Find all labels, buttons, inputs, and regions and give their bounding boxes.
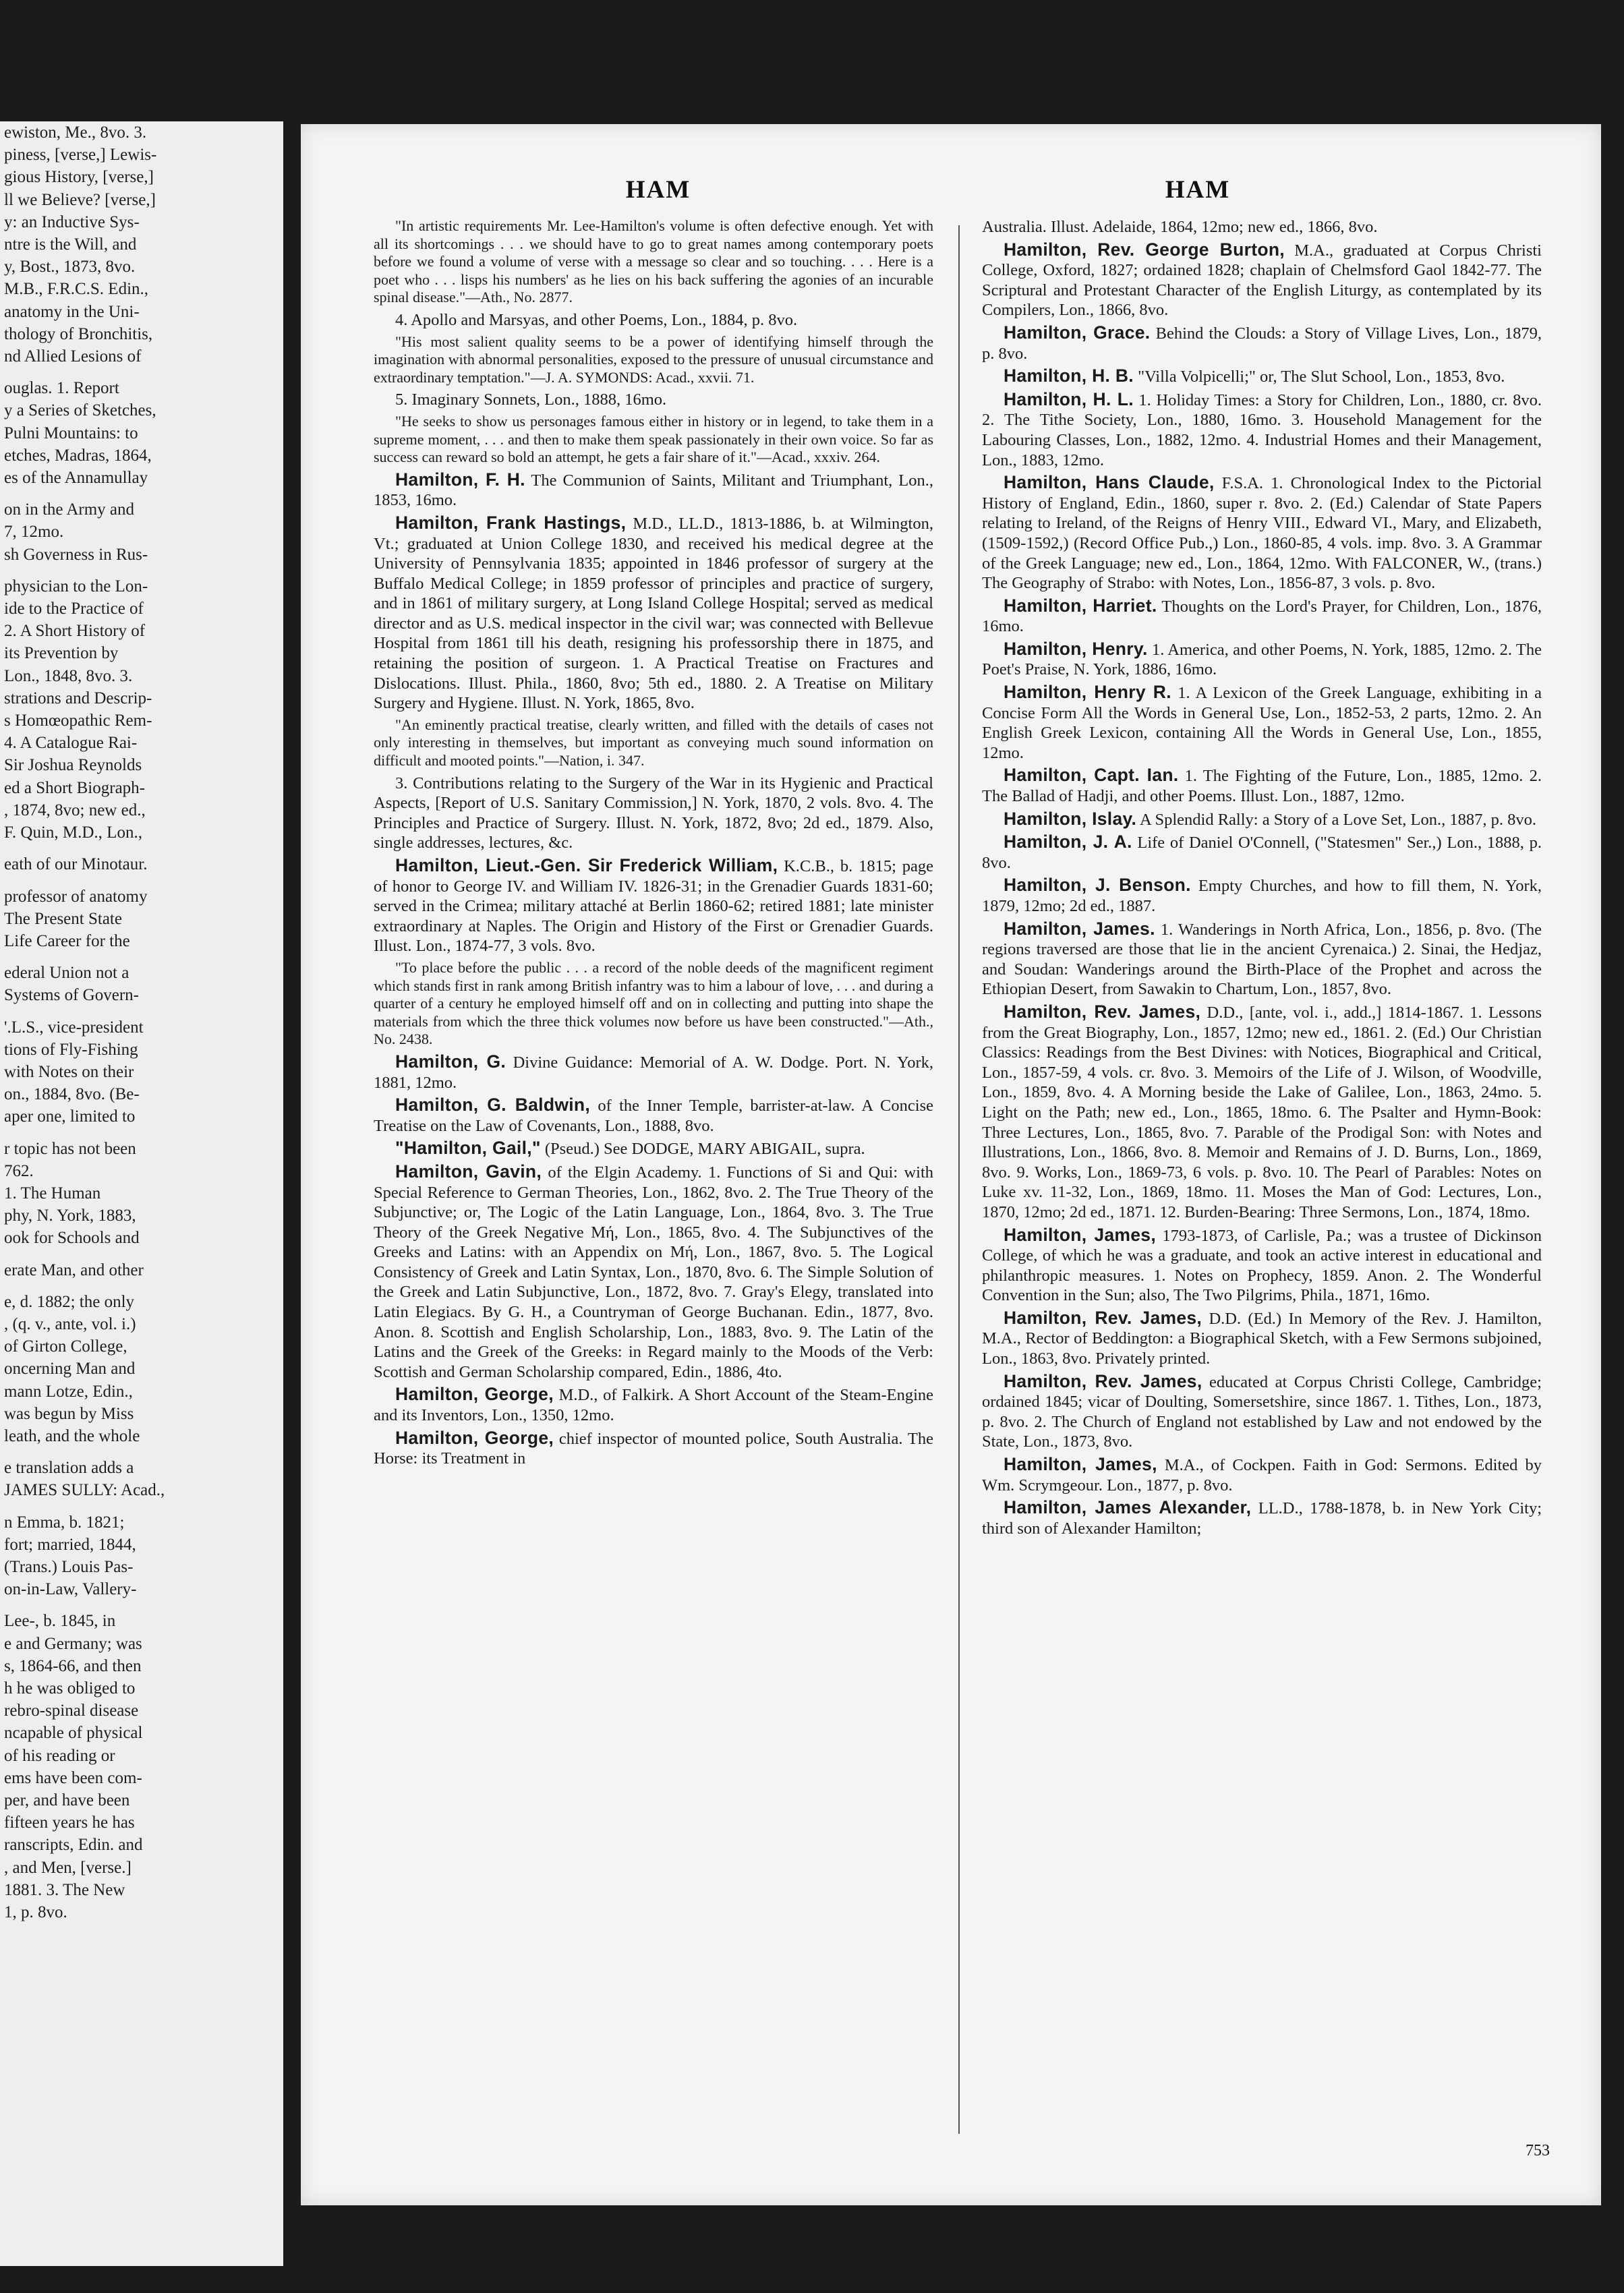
left-page-line: 1. The Human: [4, 1184, 101, 1202]
entry-text: educated at Corpus Christi College, Cambridge; ordained 1845; vicar of Doulting, Somersetshire, since 1867. 1. Tithes, Lon., 1873, p. 8vo. 2. The Church of England not established by Law and not endowed by the State, Lon., 1873, 8vo.: [982, 1372, 1542, 1451]
left-page-line: sh Governess in Rus-: [4, 545, 148, 564]
left-page-line: Lee-, b. 1845, in: [4, 1612, 116, 1631]
entry-author-name: Hamilton, Rev. James,: [1004, 1370, 1202, 1391]
entry-text: M.A., graduated at Corpus Christi College, Oxford, 1827; ordained 1828; chaplain of Chelmsford Gaol 1842-77. The Scriptural and Protestant Character of the English Liturgy, as contemplated by its Compilers, Lon., 1866, 8vo.: [982, 241, 1542, 320]
left-page-line: tions of Fly-Fishing: [4, 1040, 138, 1059]
bibliography-entry: [982, 1002, 1542, 1223]
bibliography-entry: [982, 809, 1542, 830]
left-page-line: 7, 12mo.: [4, 523, 64, 542]
bibliography-entry: [982, 683, 1542, 763]
left-page-line: phy, N. York, 1883,: [4, 1207, 136, 1225]
bibliography-entry: [982, 390, 1542, 470]
left-page-line: , (q. v., ante, vol. i.): [4, 1314, 136, 1333]
left-page-line: strations and Descrip-: [4, 689, 152, 707]
entry-author-name: Hamilton, Grace.: [1004, 322, 1151, 343]
left-page-line: physician to the Lon-: [4, 577, 148, 596]
left-page-gap: [0, 1600, 283, 1610]
left-page-line: h he was obliged to: [4, 1679, 136, 1697]
entry-author-name: Hamilton, Islay.: [1004, 808, 1137, 829]
left-page-gap: [0, 844, 283, 853]
entry-text: 1793-1873, of Carlisle, Pa.; was a trustee of Dickinson College, of which he was a graduate, and took an active interest in educational and philanthropic measures. 1. Notes on Prophecy, 1859. Anon. 2. The Wonderful Convention in the Sun; also, The Two Pilgrims, Phila., 1871, 16mo.: [982, 1226, 1542, 1305]
entry-text: "Villa Volpicelli;" or, The Slut School, Lon., 1853, 8vo.: [1133, 368, 1505, 386]
left-page-line: Life Career for the: [4, 931, 130, 950]
left-page-line: ed a Short Biograph-: [4, 778, 145, 797]
left-page-line: fort; married, 1844,: [4, 1535, 136, 1554]
bibliography-entry: [374, 1428, 933, 1469]
left-page-fragment: [0, 121, 283, 2266]
entry-author-name: Hamilton, George,: [395, 1427, 554, 1448]
entry-author-name: Hamilton, Henry R.: [1004, 682, 1171, 703]
entry-author-name: Hamilton, George,: [395, 1384, 554, 1405]
left-page-line: y: an Inductive Sys-: [4, 212, 140, 231]
entry-author-name: Hamilton, G.: [395, 1051, 506, 1072]
entry-author-name: Hamilton, James,: [1004, 1454, 1157, 1475]
entry-text: K.C.B., b. 1815; page of honor to George IV. and William IV. 1826-31; in the Grenadier Guards 1831-60; served in the Crimea; military attaché at Berlin 1860-62; retired 1881; late minister extraordinary at Naples. The Origin and History of the First or Grenadier Guards. Illust. Lon., 1874-77, 3 vols. 8vo.: [374, 857, 933, 956]
left-page-line: leath, and the whole: [4, 1426, 140, 1445]
left-page-line: , 1874, 8vo; new ed.,: [4, 801, 146, 819]
entry-text: The Communion of Saints, Militant and Triumphant, Lon., 1853, 16mo.: [374, 471, 933, 510]
entry-author-name: Hamilton, Gavin,: [395, 1161, 542, 1182]
entry-text: "In artistic requirements Mr. Lee-Hamilton's volume is often defective enough. Yet with all its shortcomings . . . we should have to go to great names among contemporary poets before we found a volume of verse with a message so clear and so touching. . . . Here is a poet who . . . lisps his numbers' as he lies on his back suffering the agonies of an incurable spinal disease."—Ath., No. 2877.: [374, 217, 933, 306]
left-page-line: ncapable of physical: [4, 1724, 143, 1743]
left-page-gap: [0, 368, 283, 377]
entry-text: (Pseud.) See DODGE, MARY ABIGAIL, supra.: [540, 1140, 865, 1159]
review-quote: [374, 959, 933, 1049]
bibliography-entry: [374, 856, 933, 956]
left-page-line: nd Allied Lesions of: [4, 347, 142, 366]
left-page-line: gious History, [verse,]: [4, 168, 154, 187]
bibliography-entry: [982, 240, 1542, 320]
left-page-line: y a Series of Sketches,: [4, 401, 156, 420]
running-header-left: HAM: [625, 176, 691, 204]
left-page-line: ems have been com-: [4, 1768, 142, 1787]
bibliography-entry: [374, 1385, 933, 1425]
left-page-line: etches, Madras, 1864,: [4, 446, 152, 465]
left-page-gap: [0, 1281, 283, 1291]
entry-text: Behind the Clouds: a Story of Village Lives, Lon., 1879, p. 8vo.: [982, 324, 1542, 363]
bibliography-entry: [982, 473, 1542, 593]
left-page-line: F. Quin, M.D., Lon.,: [4, 823, 142, 842]
left-page-line: 1881. 3. The New: [4, 1880, 125, 1899]
bibliography-entry: [982, 875, 1542, 916]
left-page-line: professor of anatomy: [4, 887, 148, 906]
review-quote: [374, 217, 933, 307]
entry-text: M.D., of Falkirk. A Short Account of the Steam-Engine and its Inventors, Lon., 1350, 12mo.: [374, 1386, 933, 1425]
left-page-line: of his reading or: [4, 1746, 115, 1765]
left-page-line: ide to the Practice of: [4, 600, 144, 618]
left-page-line: 762.: [4, 1161, 34, 1180]
left-page-gap: [0, 952, 283, 962]
entry-text: Australia. Illust. Adelaide, 1864, 12mo; new ed., 1866, 8vo.: [982, 218, 1378, 236]
left-page-line: on., 1884, 8vo. (Be-: [4, 1085, 140, 1104]
left-page-line: rebro-spinal disease: [4, 1702, 139, 1720]
bibliography-entry: [374, 1162, 933, 1383]
entry-text: Empty Churches, and how to fill them, N. York, 1879, 12mo; 2d ed., 1887.: [982, 877, 1542, 915]
left-page-line: fifteen years he has: [4, 1813, 135, 1832]
entry-author-name: Hamilton, Rev. James,: [1004, 1307, 1202, 1328]
left-page-line: Lon., 1848, 8vo. 3.: [4, 666, 133, 685]
entry-text: Divine Guidance: Memorial of A. W. Dodge. Port. N. York, 1881, 12mo.: [374, 1053, 933, 1092]
entry-text: "An eminently practical treatise, clearly written, and filled with the details of cases not only interesting in themselves, but important as conveying much sound information on difficult and mooted points."—Nation, i. 347.: [374, 716, 933, 770]
left-page-line: s Homœopathic Rem-: [4, 712, 152, 730]
bibliography-entry: [374, 310, 933, 330]
left-page-line: on in the Army and: [4, 500, 135, 519]
entry-text: A Splendid Rally: a Story of a Love Set, Lon., 1887, p. 8vo.: [1136, 810, 1536, 829]
right-page: [301, 124, 1601, 2205]
bibliography-entry: [374, 1052, 933, 1093]
entry-text: F.S.A. 1. Chronological Index to the Pictorial History of England, Edin., 1860, super r. 8vo. 2. (Ed.) Calendar of State Papers relating to Ireland, of the Reigns of Henry VIII., Edward VI., Mary, and Elizabeth, (1509-1592,) (Record Office Pub.,) Lon., 1860-85, 4 vols. imp. 8vo. 3. A Grammar of the Greek Language; new ed., Lon., 1864, 12mo. With FALCONER, W., (trans.) The Geography of Strabo: with Notes, Lon., 1856-87, 3 vols. p. 8vo.: [982, 474, 1542, 593]
entry-text: of the Inner Temple, barrister-at-law. A Concise Treatise on the Law of Covenants, Lon., 1888, 8vo.: [374, 1097, 933, 1135]
left-page-line: y, Bost., 1873, 8vo.: [4, 258, 136, 277]
left-page-line: on-in-Law, Vallery-: [4, 1580, 137, 1599]
left-page-line: The Present State: [4, 909, 122, 928]
left-page-gap: [0, 876, 283, 886]
left-page-line: ll we Believe? [verse,]: [4, 190, 156, 209]
left-page-line: Sir Joshua Reynolds: [4, 756, 142, 775]
entry-author-name: Hamilton, Frank Hastings,: [395, 512, 627, 533]
entry-author-name: Hamilton, James,: [1004, 1224, 1156, 1245]
left-page-line: anatomy in the Uni-: [4, 302, 140, 321]
left-page-gap: [0, 489, 283, 498]
left-page-line: piness, [verse,] Lewis-: [4, 146, 157, 165]
review-quote: [374, 333, 933, 387]
left-page-line: its Prevention by: [4, 644, 119, 663]
left-page-line: ewiston, Me., 8vo. 3.: [4, 123, 147, 142]
left-page-line: r topic has not been: [4, 1139, 136, 1158]
entry-author-name: Hamilton, Rev. George Burton,: [1004, 239, 1285, 260]
entry-author-name: Hamilton, H. L.: [1004, 388, 1134, 409]
left-page-line: es of the Annamullay: [4, 469, 148, 488]
bibliography-entry: [982, 832, 1542, 873]
left-page-line: ntre is the Will, and: [4, 235, 137, 254]
entry-text: chief inspector of mounted police, South Australia. The Horse: its Treatment in: [374, 1429, 934, 1468]
left-page-line: e translation adds a: [4, 1459, 134, 1478]
left-page-line: oncerning Man and: [4, 1360, 136, 1378]
left-page-line: was begun by Miss: [4, 1404, 134, 1423]
bibliography-entry: [374, 1095, 933, 1136]
left-page-line: Systems of Govern-: [4, 986, 139, 1005]
left-page-line: 4. A Catalogue Rai-: [4, 734, 138, 753]
left-page-line: n Emma, b. 1821;: [4, 1513, 125, 1532]
entry-text: 1. A Lexicon of the Greek Language, exhibiting in a Concise Form All the Words in General Use, Lon., 1852-53, 2 parts, 12mo. 2. An English Greek Lexicon, containing All the Words in General Use, Lon., 1855, 12mo.: [982, 684, 1542, 762]
entry-author-name: Hamilton, Henry.: [1004, 638, 1148, 659]
left-page-line: e, d. 1882; the only: [4, 1292, 135, 1311]
entry-text: of the Elgin Academy. 1. Functions of Si and Qui: with Special Reference to German Theories, Lon., 1862, 8vo. 2. The True Theory of the Subjunctive; or, The Logic of the Latin Language, Lon., 1864, 8vo. 3. The True Theory of the Greek Negative Mή, Lon., 1865, 8vo. 4. The Subjunctives of the Greeks and Latins: with an Appendix on Mή, Lon., 1867, 8vo. 5. The Logical Consistency of Greek and Latin Syntax, Lon., 1870, 8vo. 6. The Simple Solution of the Greek and Latin Subjunctive, Lon., 1872, 8vo. 7. Gray's Elegy, translated into Latin Elegiacs. By G. H., a Countryman of George Buchanan. Edin., 1877, 8vo. Anon. 8. Scottish and English Scholarship, Lon., 1883, 8vo. 9. The Latin of the Latins and the Greek of the Greeks: in Regard mainly to the Moods of the Verb: Scottish and German Scholarship compared, Edin., 1886, 4to.: [374, 1163, 934, 1381]
left-page-line: , and Men, [verse.]: [4, 1858, 132, 1877]
bibliography-entry: [982, 1225, 1542, 1306]
bibliography-entry: [374, 774, 933, 853]
left-page-line: s, 1864-66, and then: [4, 1656, 142, 1675]
left-page-line: Pulni Mountains: to: [4, 424, 138, 442]
right-column: [982, 217, 1542, 1541]
left-page-line: 1, p. 8vo.: [4, 1903, 67, 1922]
left-page-line: ranscripts, Edin. and: [4, 1836, 143, 1855]
entry-text: Life of Daniel O'Connell, ("Statesmen" Ser.,) Lon., 1888, p. 8vo.: [982, 834, 1542, 872]
bibliography-entry: [374, 513, 933, 714]
bibliography-entry: [374, 390, 933, 410]
left-page-line: JAMES SULLY: Acad.,: [4, 1481, 165, 1500]
left-page-gap: [0, 566, 283, 575]
left-page-line: ouglas. 1. Report: [4, 379, 119, 398]
entry-author-name: Hamilton, Harriet.: [1004, 595, 1157, 616]
entry-text: 1. America, and other Poems, N. York, 1885, 12mo. 2. The Poet's Praise, N. York, 1886, 16mo.: [982, 640, 1542, 679]
left-page-line: with Notes on their: [4, 1062, 134, 1081]
entry-text: 5. Imaginary Sonnets, Lon., 1888, 16mo.: [395, 390, 667, 409]
entry-text: D.D. (Ed.) In Memory of the Rev. J. Hamilton, M.A., Rector of Beddington: a Biographical Sketch, with a Few Sermons subjoined, Lon., 1863, 8vo. Privately printed.: [982, 1309, 1542, 1368]
entry-author-name: Hamilton, H. B.: [1004, 366, 1134, 386]
bibliography-entry: [982, 217, 1542, 237]
page-number: 753: [1526, 2142, 1550, 2159]
entry-author-name: "Hamilton, Gail,": [395, 1138, 541, 1159]
review-quote: [374, 413, 933, 467]
left-page-gap: [0, 1250, 283, 1259]
entry-author-name: Hamilton, J. Benson.: [1004, 875, 1191, 896]
entry-author-name: Hamilton, F. H.: [395, 469, 525, 490]
left-page-line: (Trans.) Louis Pas-: [4, 1557, 134, 1576]
entry-text: 4. Apollo and Marsyas, and other Poems, Lon., 1884, p. 8vo.: [395, 310, 798, 329]
left-page-line: ook for Schools and: [4, 1229, 140, 1248]
entry-author-name: Hamilton, Lieut.-Gen. Sir Frederick William,: [395, 855, 778, 875]
bibliography-entry: [982, 1455, 1542, 1495]
left-column: [374, 217, 933, 1472]
left-page-gap: [0, 1128, 283, 1138]
left-page-line: M.B., F.R.C.S. Edin.,: [4, 280, 149, 299]
entry-author-name: Hamilton, Rev. James,: [1004, 1001, 1201, 1022]
bibliography-entry: [982, 596, 1542, 637]
bibliography-entry: [982, 1308, 1542, 1369]
entry-text: 3. Contributions relating to the Surgery of the War in its Hygienic and Practical Aspects, [Report of U.S. Sanitary Commission,] N. York, 1870, 2 vols. 8vo. 4. The Principles and Practice of Surgery. Illust. N. York, 1872, 8vo; 2d ed., 1879. Also, single addresses, lectures, &c.: [374, 774, 933, 852]
bibliography-entry: [374, 1138, 933, 1159]
column-divider: [958, 225, 960, 2134]
review-quote: [374, 716, 933, 770]
entry-author-name: Hamilton, Capt. Ian.: [1004, 765, 1179, 786]
entry-text: M.A., of Cockpen. Faith in God: Sermons. Edited by Wm. Scrymgeour. Lon., 1877, p. 8vo.: [982, 1456, 1542, 1494]
bibliography-entry: [982, 919, 1542, 999]
entry-text: "To place before the public . . . a record of the noble deeds of the magnificent regiment which stands first in rank among British infantry was to him a labour of love, . . . and during a quarter of a century he employed himself off and on in collecting and putting into shape the materials from which the three thick volumes now before us have been constructed."—Ath., No. 2438.: [374, 958, 933, 1048]
left-page-line: eath of our Minotaur.: [4, 855, 148, 874]
left-page-gap: [0, 1447, 283, 1457]
left-page-line: erate Man, and other: [4, 1260, 144, 1279]
left-page-line: mann Lotze, Edin.,: [4, 1382, 133, 1401]
bibliography-entry: [982, 1498, 1542, 1538]
entry-text: Thoughts on the Lord's Prayer, for Children, Lon., 1876, 16mo.: [982, 597, 1542, 636]
entry-author-name: Hamilton, James Alexander,: [1004, 1497, 1252, 1518]
entry-text: "His most salient quality seems to be a power of identifying himself through the imagination with abnormal personalities, exposed to the pressure of unusual circumstance and extraordinary temptation."—J. A. SYMONDS: Acad., xxvii. 71.: [374, 332, 933, 386]
entry-author-name: Hamilton, James.: [1004, 918, 1155, 939]
left-page-gap: [0, 1007, 283, 1016]
entry-author-name: Hamilton, Hans Claude,: [1004, 472, 1215, 493]
entry-author-name: Hamilton, G. Baldwin,: [395, 1095, 591, 1115]
left-page-line: of Girton College,: [4, 1337, 127, 1356]
bibliography-entry: [982, 323, 1542, 364]
bibliography-entry: [982, 366, 1542, 387]
entry-text: "He seeks to show us personages famous either in history or in legend, to take them in a supreme moment, . . . and then to make them speak passionately in their own voice. So far as success can reward so bold an attempt, he gets a fair share of it."—Acad., xxxiv. 264.: [374, 412, 933, 466]
left-page-line: 2. A Short History of: [4, 622, 146, 641]
left-page-line: per, and have been: [4, 1791, 130, 1810]
left-page-line: '.L.S., vice-president: [4, 1018, 144, 1037]
entry-text: LL.D., 1788-1878, b. in New York City; third son of Alexander Hamilton;: [982, 1499, 1542, 1538]
left-page-gap: [0, 1502, 283, 1511]
entry-author-name: Hamilton, J. A.: [1004, 832, 1132, 852]
entry-text: 1. The Fighting of the Future, Lon., 1885, 12mo. 2. The Ballad of Hadji, and other Poems. Illust. Lon., 1887, 12mo.: [982, 767, 1542, 806]
left-page-line: thology of Bronchitis,: [4, 324, 153, 343]
running-header-right: HAM: [1165, 176, 1231, 204]
left-page-line: aper one, limited to: [4, 1107, 136, 1126]
entry-text: 1. Holiday Times: a Story for Children, Lon., 1880, cr. 8vo. 2. The Tithe Society, Lon., 1880, 16mo. 3. Household Management for the Labouring Classes, Lon., 1882, 12mo. 4. Industrial Homes and their Management, Lon., 1883, 12mo.: [982, 390, 1542, 469]
entry-text: D.D., [ante, vol. i., add.,] 1814-1867. 1. Lessons from the Great Biography, Lon., 1857, 12mo; new ed., 1861. 2. (Ed.) Our Christian Classics: Readings from the Best Divines: with Notices, Biographical and Critical, Lon., 1857-59, 4 vols. cr. 8vo. 3. Memoirs of the Life of J. Wilson, of Woodville, Lon., 1859, 8vo. 4. A Morning beside the Lake of Galilee, Lon., 1863, 24mo. 5. Light on the Path; new ed., Lon., 1865, 18mo. 6. The Psalter and Hymn-Book: Three Lectures, Lon., 1865, 8vo. 7. Parable of the Prodigal Son: with Notes and Illustrations, Lon., 1866, 8vo. 8. Memoir and Remains of J. D. Burns, Lon., 1869, 8vo. 9. Works, Lon., 1869-73, 6 vols. p. 8vo. 10. The Pearl of Parables: Notes on Luke xv. 11-32, Lon., 1869, 18mo. 11. Moses the Man of God: Lectures, Lon., 1870, 12mo; 2d ed., 1871. 12. Burden-Bearing: Three Sermons, Lon., 1874, 18mo.: [982, 1003, 1542, 1221]
left-page-line: ederal Union not a: [4, 964, 129, 983]
bibliography-entry: [982, 639, 1542, 680]
entry-text: 1. Wanderings in North Africa, Lon., 1856, p. 8vo. (The regions traversed are those that lie in the ancient Cyrenaica.) 2. Sinai, the Hedjaz, and Soudan: Wanderings around the Birth-Place of the Prophet and across the Ethiopian Desert, from Sawakin to Chartum, Lon., 1857, 8vo.: [982, 920, 1542, 999]
bibliography-entry: [982, 1372, 1542, 1452]
left-page-line: e and Germany; was: [4, 1634, 142, 1653]
entry-text: M.D., LL.D., 1813-1886, b. at Wilmington, Vt.; graduated at Union College 1830, and received his medical degree at the University of Pennsylvania 1835; appointed in 1846 professor of surgery at the Buffalo Medical College; in 1859 professor of principles and practice of surgery, and in 1861 of military surgery, at Long Island College Hospital; served as medical director and as U.S. medical inspector in the civil war; was connected with Bellevue Hospital from 1861 till his death, resigning his professorship there in 1875, and retaining the position of surgeon. 1. A Practical Treatise on Fractures and Dislocations. Illust. Phila., 1860, 8vo; 5th ed., 1880. 2. A Treatise on Military Surgery and Hygiene. Illust. N. York, 1865, 8vo.: [374, 514, 933, 713]
bibliography-entry: [982, 765, 1542, 806]
bibliography-entry: [374, 470, 933, 511]
